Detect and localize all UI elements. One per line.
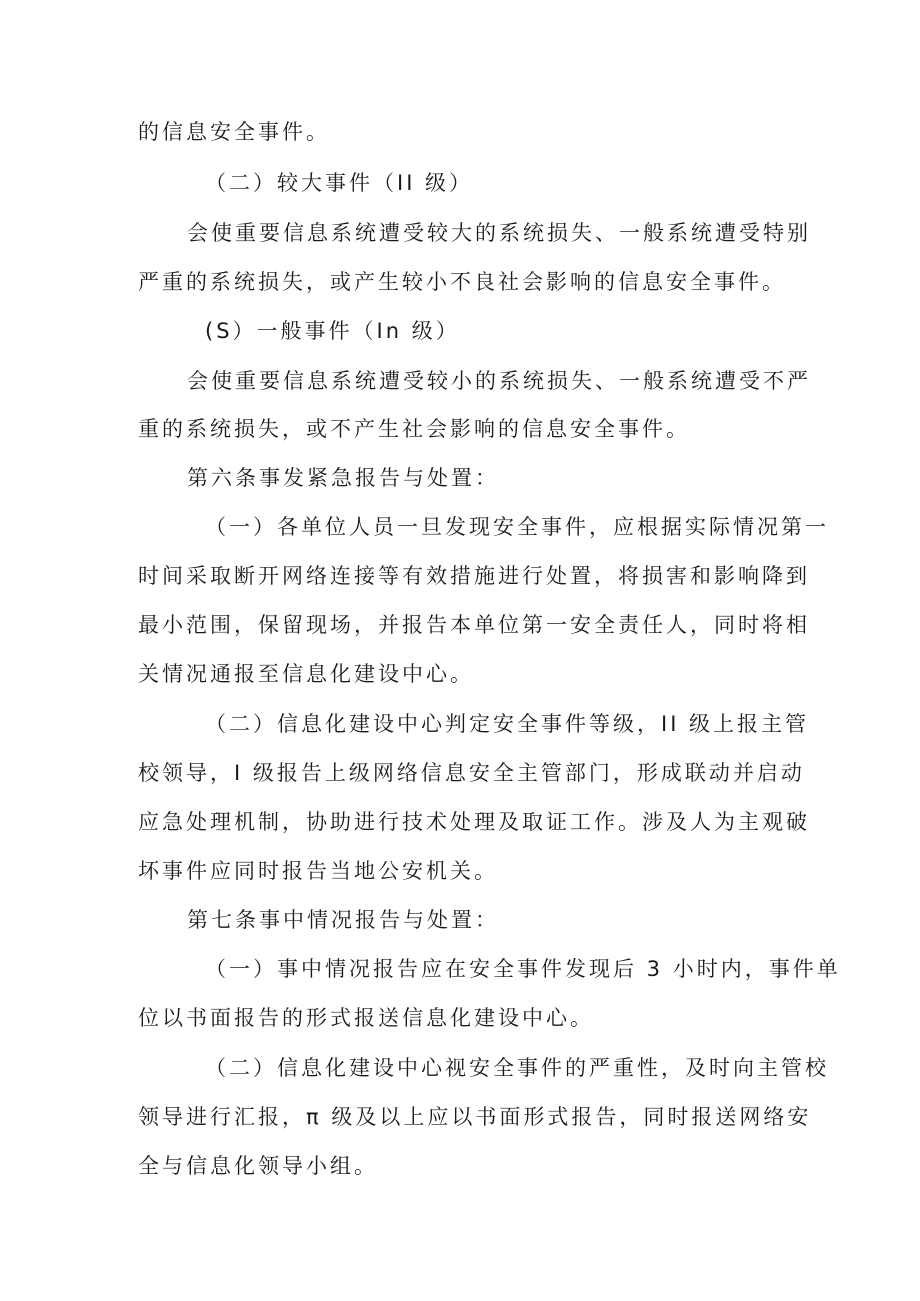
body-text-line: （二）信息化建设中心判定安全事件等级，II 级上报主管 [205, 712, 810, 736]
body-text-line: 坏事件应同时报告当地公安机关。 [138, 859, 498, 883]
body-text-line: 会使重要信息系统遭受较小的系统损失、一般系统遭受不严 [187, 369, 811, 393]
body-text-line: 重的系统损失，或不产生社会影响的信息安全事件。 [138, 417, 690, 441]
body-text-line: （一）各单位人员一旦发现安全事件，应根据实际情况第一 [205, 515, 829, 539]
article-heading: 第六条事发紧急报告与处置： [187, 466, 499, 490]
body-text-line: 时间采取断开网络连接等有效措施进行处置，将损害和影响降到 [138, 564, 810, 588]
body-text-line: 校领导，I 级报告上级网络信息安全主管部门，形成联动并启动 [138, 761, 805, 785]
body-text-line: 领导进行汇报，π 级及以上应以书面形式报告，同时报送网络安 [138, 1105, 812, 1129]
body-text-line: 位以书面报告的形式报送信息化建设中心。 [138, 1006, 594, 1030]
body-text-line: 最小范围，保留现场，并报告本单位第一安全责任人，同时将相 [138, 613, 810, 637]
section-heading: (S）一般事件（In 级） [205, 319, 460, 343]
body-text-line: （一）事中情况报告应在安全事件发现后 3 小时内，事件单 [205, 957, 841, 981]
body-text-line: 严重的系统损失，或产生较小不良社会影响的信息安全事件。 [138, 270, 786, 294]
body-text-line: 的信息安全事件。 [138, 120, 330, 144]
body-text-line: （二）信息化建设中心视安全事件的严重性，及时向主管校 [205, 1056, 829, 1080]
body-text-line: 应急处理机制，协助进行技术处理及取证工作。涉及人为主观破 [138, 810, 810, 834]
body-text-line: 全与信息化领导小组。 [138, 1154, 378, 1178]
article-heading: 第七条事中情况报告与处置： [187, 908, 499, 932]
section-heading: （二）较大事件（II 级） [205, 171, 474, 195]
body-text-line: 关情况通报至信息化建设中心。 [138, 662, 474, 686]
body-text-line: 会使重要信息系统遭受较大的系统损失、一般系统遭受特别 [187, 221, 811, 245]
